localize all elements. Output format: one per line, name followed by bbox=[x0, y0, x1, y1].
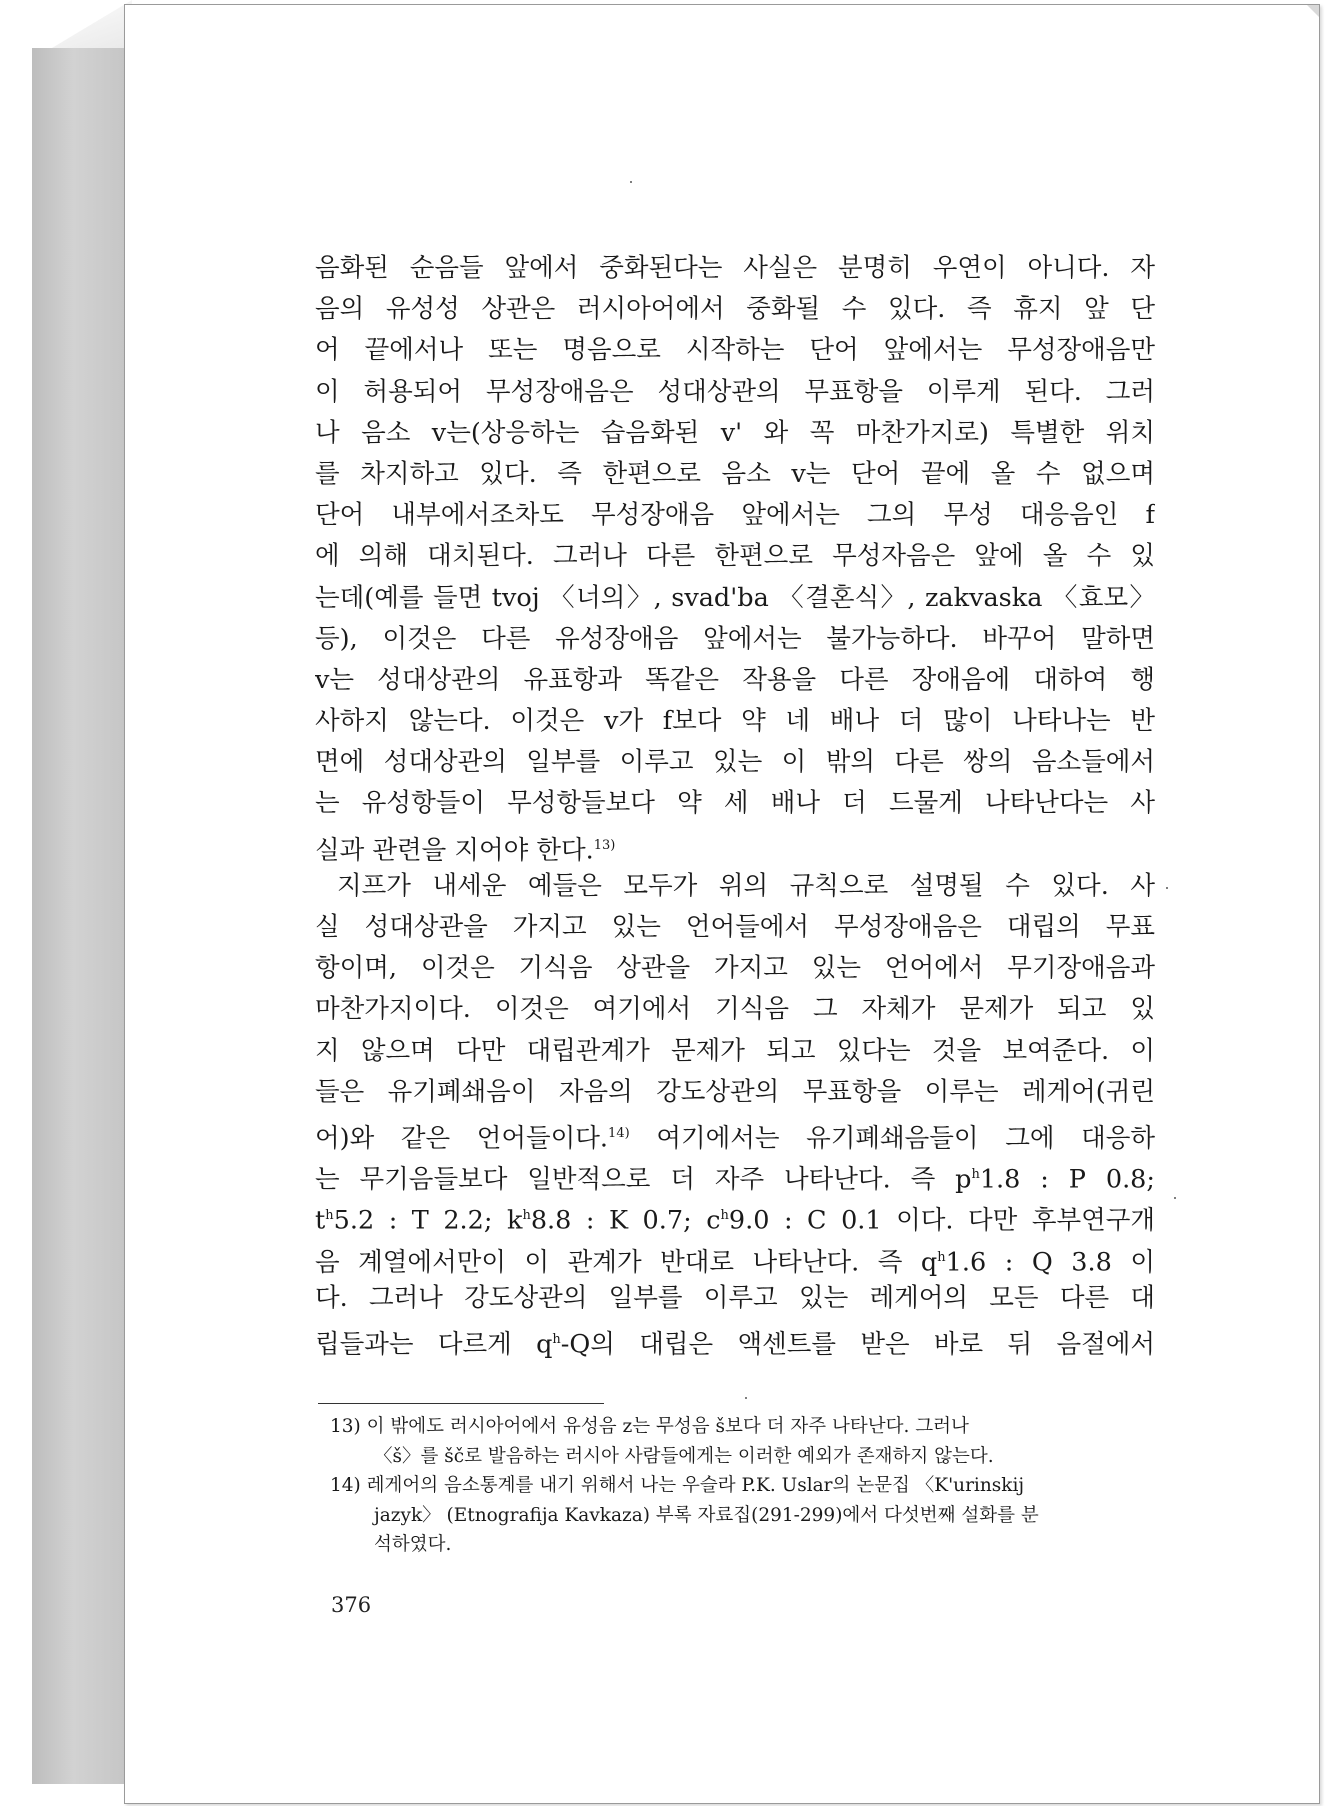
body-line: 음의 유성성 상관은 러시아어에서 중화될 수 있다. 즉 휴지 앞 단 bbox=[315, 294, 1155, 325]
footnote-14-line: 석하였다. bbox=[374, 1534, 452, 1555]
body-line: 음화된 순음들 앞에서 중화된다는 사실은 분명히 우연이 아니다. 자 bbox=[315, 253, 1155, 283]
body-line-text: 1.6 : Q 3.8 이 bbox=[945, 1247, 1155, 1277]
body-line: 다. 그러나 강도상관의 일부를 이루고 있는 레게어의 모든 다른 대 bbox=[315, 1282, 1155, 1313]
body-line-text: 9.0 : C 0.1 이다. 다만 후부연구개 bbox=[728, 1205, 1155, 1236]
superscript-h: h bbox=[325, 1208, 334, 1224]
body-line-text: 립들과는 다르게 q bbox=[315, 1329, 553, 1360]
body-line: 는데(예를 들면 tvoj 〈너의〉, svad'ba 〈결혼식〉, zakvaska 〈효모〉 bbox=[315, 582, 1155, 613]
body-line bbox=[315, 1319, 1155, 1360]
body-line-text: 8.8 : K 0.7; c bbox=[530, 1205, 721, 1236]
body-line: 에 의해 대치된다. 그러나 다른 한편으로 무성자음은 앞에 올 수 있 bbox=[315, 541, 1155, 572]
body-line bbox=[315, 1154, 1155, 1195]
body-line bbox=[315, 1195, 1155, 1236]
footnote-14-line: 14) 레게어의 음소통계를 내기 위해서 나는 우슬라 P.K. Uslar의 논문집 〈K'urinskij bbox=[330, 1475, 1025, 1496]
footnote-ref-13: 13) bbox=[593, 837, 616, 853]
body-line-text: 실과 관련을 지어야 한다. bbox=[315, 835, 594, 866]
body-line-text: t bbox=[315, 1205, 326, 1236]
dust-speck bbox=[1174, 1197, 1176, 1199]
body-line-text: 어)와 같은 언어들이다. bbox=[315, 1123, 609, 1154]
superscript-h: h bbox=[971, 1167, 980, 1183]
body-line: v는 성대상관의 유표항과 똑같은 작용을 다른 장애음에 대하여 행 bbox=[315, 664, 1155, 695]
body-line-text: 여기에서는 유기폐쇄음들이 그에 대응하 bbox=[629, 1123, 1155, 1154]
dust-speck bbox=[630, 181, 632, 183]
superscript-h: h bbox=[937, 1249, 946, 1265]
body-line-text: 음 계열에서만이 이 관계가 반대로 나타난다. 즉 q bbox=[315, 1247, 938, 1277]
body-line: 는 유성항들이 무성항들보다 약 세 배나 더 드물게 나타난다는 사 bbox=[315, 788, 1155, 819]
body-line-text: -Q의 대립은 액센트를 받은 바로 뒤 음절에서 bbox=[560, 1329, 1155, 1360]
body-line: 이 허용되어 무성장애음은 성대상관의 무표항을 이루게 된다. 그러 bbox=[315, 376, 1155, 407]
footnote-ref-14: 14) bbox=[608, 1125, 630, 1141]
body-line: 어 끝에서나 또는 명음으로 시작하는 단어 앞에서는 무성장애음만 bbox=[315, 335, 1155, 366]
body-line: 사하지 않는다. 이것은 v가 f보다 약 네 배나 더 많이 나타나는 반 bbox=[315, 706, 1155, 737]
body-line: 를 차지하고 있다. 즉 한편으로 음소 v는 단어 끝에 올 수 없으며 bbox=[315, 458, 1155, 489]
body-line: 마찬가지이다. 이것은 여기에서 기식음 그 자체가 문제가 되고 있 bbox=[315, 994, 1155, 1025]
body-line: 단어 내부에서조차도 무성장애음 앞에서는 그의 무성 대응음인 f bbox=[315, 500, 1155, 531]
body-line bbox=[315, 825, 1155, 866]
body-line: 지 않으며 다만 대립관계가 문제가 되고 있다는 것을 보여준다. 이 bbox=[315, 1035, 1155, 1066]
body-line-text: 5.2 : T 2.2; k bbox=[333, 1205, 523, 1236]
footnote-14-line: jazyk〉 (Etnografija Kavkaza) 부록 자료집(291-299)에서 다섯번째 설화를 분 bbox=[374, 1504, 1039, 1526]
body-line bbox=[315, 1237, 1155, 1278]
body-line: 나 음소 v는(상응하는 습음화된 v' 와 꼭 마찬가지로) 특별한 위치 bbox=[315, 417, 1155, 448]
dust-speck bbox=[745, 1397, 747, 1399]
footnotes bbox=[330, 1412, 1154, 1560]
footnote-13-line: 〈š〉를 šč로 발음하는 러시아 사람들에게는 이러한 예외가 존재하지 않는다. bbox=[374, 1445, 994, 1467]
body-line: 실 성대상관을 가지고 있는 언어들에서 무성장애음은 대립의 무표 bbox=[315, 912, 1155, 942]
book-spine bbox=[32, 48, 124, 1784]
footnote-divider bbox=[318, 1403, 604, 1404]
body-line-text: 는 무기음들보다 일반적으로 더 자주 나타난다. 즉 p bbox=[315, 1164, 972, 1195]
superscript-h: h bbox=[522, 1208, 531, 1224]
superscript-h: h bbox=[552, 1331, 561, 1347]
body-line: 항이며, 이것은 기식음 상관을 가지고 있는 언어에서 무기장애음과 bbox=[315, 953, 1155, 984]
body-line: 등), 이것은 다른 유성장애음 앞에서는 불가능하다. 바꾸어 말하면 bbox=[315, 623, 1155, 654]
page-corner bbox=[1307, 5, 1319, 17]
body-line bbox=[315, 1113, 1155, 1154]
dust-speck bbox=[1166, 887, 1168, 889]
body-line: 지프가 내세운 예들은 모두가 위의 규칙으로 설명될 수 있다. 사 bbox=[337, 870, 1155, 901]
body-line-text: 1.8 : P 0.8; bbox=[979, 1164, 1155, 1195]
page-number: 376 bbox=[331, 1593, 372, 1617]
superscript-h: h bbox=[720, 1208, 729, 1224]
body-text bbox=[315, 248, 1155, 1360]
footnote-13-line: 13) 이 밖에도 러시아어에서 유성음 z는 무성음 š보다 더 자주 나타난다. 그러나 bbox=[330, 1416, 969, 1437]
body-line: 들은 유기폐쇄음이 자음의 강도상관의 무표항을 이루는 레게어(귀린 bbox=[315, 1076, 1155, 1107]
body-line: 면에 성대상관의 일부를 이루고 있는 이 밖의 다른 쌍의 음소들에서 bbox=[315, 747, 1155, 778]
